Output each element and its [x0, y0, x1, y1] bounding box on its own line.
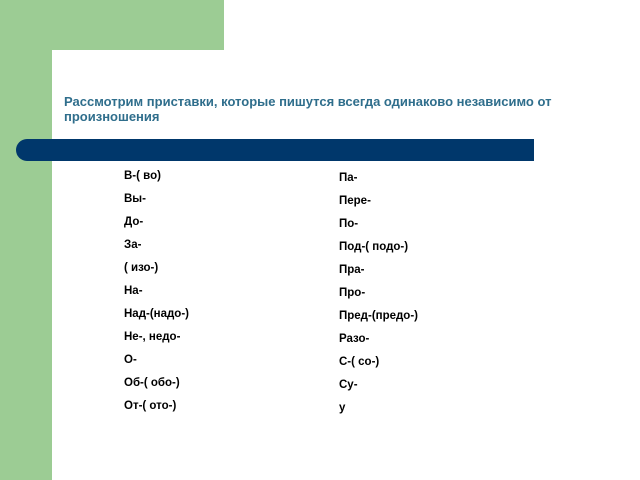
slide-title: Рассмотрим приставки, которые пишутся всегда одинаково независимо от произношения [64, 94, 552, 124]
green-side-decoration [0, 0, 52, 480]
prefix-item: Под-( подо-) [339, 241, 409, 253]
prefix-item: Па- [339, 172, 358, 184]
prefix-item: Пра- [339, 264, 365, 276]
prefix-item: Су- [339, 379, 358, 391]
prefix-item: По- [339, 218, 359, 230]
green-top-decoration [52, 0, 224, 50]
prefix-item: От-( ото-) [124, 400, 177, 412]
prefix-item: За- [124, 239, 142, 251]
prefix-item: Над-(надо-) [124, 308, 189, 320]
prefix-item: Не-, недо- [124, 331, 181, 343]
prefix-item: у [339, 402, 346, 414]
prefix-item: Про- [339, 287, 366, 299]
prefix-item: С-( со-) [339, 356, 380, 368]
prefix-item: ( изо-) [124, 262, 159, 274]
title-divider-bar [16, 139, 534, 161]
prefix-item: Пере- [339, 195, 371, 207]
prefix-item: Пред-(предо-) [339, 310, 418, 322]
prefix-item: В-( во) [124, 170, 161, 182]
prefix-item: Об-( обо-) [124, 377, 180, 389]
prefix-item: На- [124, 285, 143, 297]
prefix-item: До- [124, 216, 144, 228]
prefix-item: О- [124, 354, 137, 366]
prefix-item: Разо- [339, 333, 370, 345]
prefix-item: Вы- [124, 193, 146, 205]
